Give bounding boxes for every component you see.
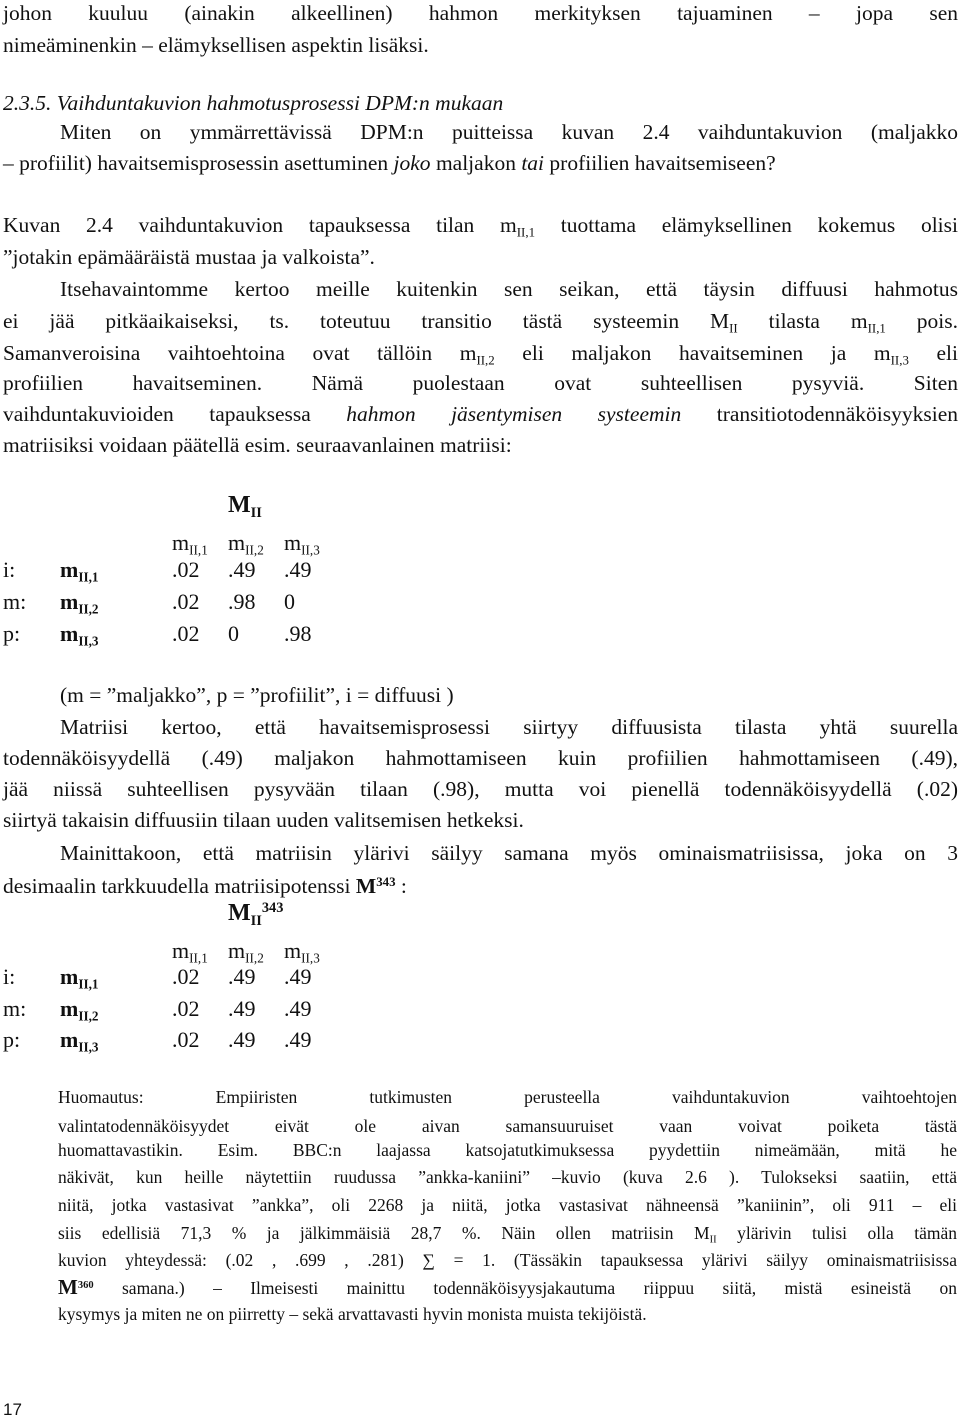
matrix-cell: .49 — [284, 964, 312, 989]
matrix-cell: .49 — [284, 557, 312, 582]
matrix-2-title: $M_{II}^{343}$ — [228, 900, 284, 930]
matrix-1-col-header: $m_{II,1}$ — [172, 530, 208, 558]
kuvan-line-1: Kuvan 2.4 vaihduntakuvion tapauksessa tilan $m_{II,1}$ tuottama elämyksellinen kokemus olisi — [3, 213, 958, 240]
matrix-cell: .49 — [284, 1027, 312, 1052]
question-line-1: Miten on ymmärrettävissä DPM:n puitteissa kuvan 2.4 vaihduntakuvion (maljakko — [60, 120, 958, 144]
matrix-cell: 0 — [228, 621, 239, 646]
matrix-2-col-header: $m_{II,1}$ — [172, 938, 208, 966]
matrix-cell: .49 — [228, 964, 256, 989]
matrix-cell: .02 — [172, 621, 200, 646]
matrix-cell: .49 — [228, 996, 256, 1021]
matrix-cell: .49 — [228, 557, 256, 582]
matrix-row-state: $m_{II,2}$ — [60, 996, 99, 1024]
matrix-row-state: $m_{II,3}$ — [60, 621, 99, 649]
note-line-7: kuvion yhteydessä: (.02 , .699 , .281) ∑ = 1. (Tässäkin tapauksessa ylärivi säilyy ominaismatriisissa — [58, 1250, 957, 1270]
matrix-cell: .02 — [172, 557, 200, 582]
matrix-legend: (m = ”maljakko”, p = ”profiilit”, i = diffuusi ) — [60, 683, 454, 707]
matrix-1-col-header: $m_{II,3}$ — [284, 530, 320, 558]
note-line-6: siis edellisiä 71,3 % ja jälkimmäisiä 28,7 %. Näin ollen matriisin $M_{II}$ ylärivin tulisi olla tämän — [58, 1223, 957, 1246]
page-number: 17 — [3, 1400, 22, 1419]
note-line-8: $M^{360}$ samana.) – Ilmeisesti mainittu todennäköisyysjakautuma riippuu siitä, mistä esineistä on — [58, 1275, 957, 1299]
para2-line-2: ei jää pitkäaikaiseksi, ts. toteutuu transitio tästä systeemin $M_{II}$ tilasta $m_{II,1}$ pois. — [3, 309, 958, 336]
para2-line-6: matriisiksi voidaan päätellä esim. seuraavanlainen matriisi: — [3, 433, 512, 457]
para4-line-1: Mainittakoon, että matriisin ylärivi säilyy samana myös ominaismatriisissa, joka on 3 — [60, 841, 958, 865]
matrix-row-label: m: — [3, 589, 27, 614]
matrix-row-state: $m_{II,1}$ — [60, 557, 99, 585]
matrix-row-label: p: — [3, 1027, 21, 1052]
kuvan-line-2: ”jotakin epämääräistä mustaa ja valkoista”. — [3, 245, 375, 269]
question-line-2: – profiilit) havaitsemisprosessin asettuminen joko maljakon tai profiilien havaitsemiseen? — [3, 151, 776, 175]
matrix-cell: .02 — [172, 964, 200, 989]
section-heading: 2.3.5. Vaihduntakuvion hahmotusprosessi DPM:n mukaan — [3, 91, 504, 115]
text-line: nimeäminenkin – elämyksellisen aspektin lisäksi. — [3, 33, 429, 57]
matrix-cell: .98 — [284, 621, 312, 646]
para3-line-4: siirtyä takaisin diffuusiin tilaan uuden valitsemisen hetkeksi. — [3, 808, 524, 832]
matrix-row-state: $m_{II,3}$ — [60, 1027, 99, 1055]
para3-line-3: jää niissä suhteellisen pysyvään tilaan (.98), mutta voi pienellä todennäköisyydellä (.02) — [3, 777, 958, 801]
note-line-2: valintatodennäköisyydet eivät ole aivan samansuuruiset vaan voivat poiketa tästä — [58, 1116, 957, 1136]
matrix-1-col-header: $m_{II,2}$ — [228, 530, 264, 558]
matrix-row-label: p: — [3, 621, 21, 646]
note-line-1: Huomautus: Empiiristen tutkimusten perusteella vaihduntakuvion vaihtoehtojen — [58, 1087, 957, 1107]
para2-line-1: Itsehavaintomme kertoo meille kuitenkin sen seikan, että täysin diffuusi hahmotus — [60, 277, 958, 301]
matrix-cell: .49 — [284, 996, 312, 1021]
matrix-row-state: $m_{II,1}$ — [60, 964, 99, 992]
para2-line-3: Samanveroisina vaihtoehtoina ovat tällöin $m_{II,2}$ eli maljakon havaitseminen ja $m_{II,3}$ eli — [3, 341, 958, 368]
matrix-cell: .02 — [172, 996, 200, 1021]
matrix-row-label: i: — [3, 557, 16, 582]
para4-line-2: desimaalin tarkkuudella matriisipotenssi $M^{343}$ : — [3, 874, 407, 898]
matrix-cell: .98 — [228, 589, 256, 614]
para3-line-1: Matriisi kertoo, että havaitsemisprosessi siirtyy diffuusista tilasta yhtä suurella — [60, 715, 958, 739]
matrix-cell: .49 — [228, 1027, 256, 1052]
note-line-3: huomattavastikin. Esim. BBC:n laajassa katsojatutkimuksessa pyydettiin nimeämään, mitä he — [58, 1140, 957, 1160]
matrix-1-title: $M_{II}$ — [228, 492, 262, 522]
note-line-5: niitä, jotka vastasivat ”ankka”, oli 2268 ja niitä, jotka vastasivat nähneensä ”kaniinin”, oli 911 – eli — [58, 1195, 957, 1215]
matrix-cell: .02 — [172, 1027, 200, 1052]
matrix-cell: .02 — [172, 589, 200, 614]
matrix-2-col-header: $m_{II,3}$ — [284, 938, 320, 966]
para3-line-2: todennäköisyydellä (.49) maljakon hahmottamiseen kuin profiilien hahmottamiseen (.49), — [3, 746, 958, 770]
matrix-row-label: i: — [3, 964, 16, 989]
matrix-cell: 0 — [284, 589, 295, 614]
matrix-row-label: m: — [3, 996, 27, 1021]
para2-line-4: profiilien havaitseminen. Nämä puolestaan ovat suhteellisen pysyviä. Siten — [3, 371, 958, 395]
matrix-row-state: $m_{II,2}$ — [60, 589, 99, 617]
matrix-2-col-header: $m_{II,2}$ — [228, 938, 264, 966]
note-line-9: kysymys ja miten ne on piirretty – sekä arvattavasti hyvin monista muista tekijöistä. — [58, 1304, 647, 1324]
text-line: johon kuuluu (ainakin alkeellinen) hahmon merkityksen tajuaminen – jopa sen — [3, 1, 958, 25]
para2-line-5: vaihduntakuvioiden tapauksessa hahmon jäsentymisen systeemin transitiotodennäköisyyksien — [3, 402, 959, 426]
note-line-4: näkivät, kun heille näytettiin ruudussa ”ankka-kaniini” –kuvio (kuva 2.6 ). Tulokseksi saatiin, että — [58, 1167, 957, 1187]
